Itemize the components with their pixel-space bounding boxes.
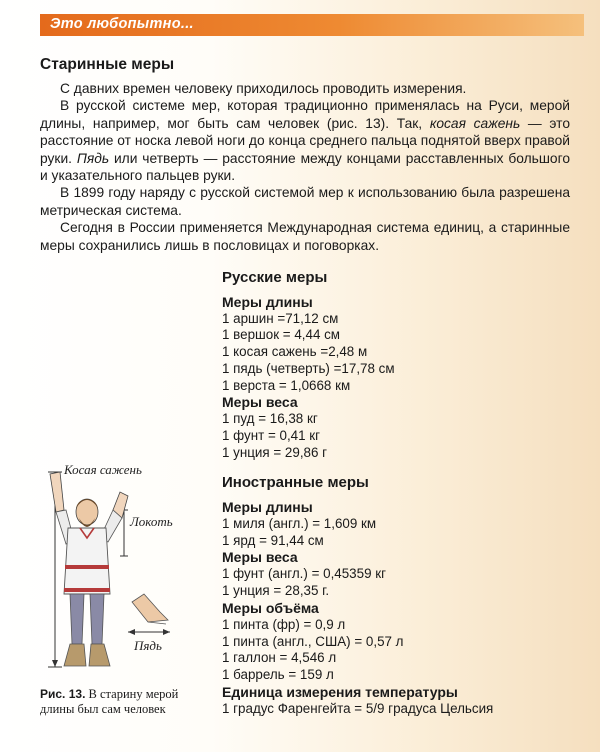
intro-paragraph-3: В 1899 году наряду с русской системой мер к использованию была разрешена метрическая система. [40,185,570,218]
foreign-volume-item: 1 пинта (англ., США) = 0,57 л [222,633,404,649]
label-pyad: Пядь [134,638,162,653]
russian-length-item: 1 верста = 1,0668 км [222,377,351,393]
figure-caption [40,687,200,717]
foreign-weight-item: 1 унция = 28,35 г. [222,583,330,599]
label-kosaya-sazhen: Косая сажень [64,462,142,477]
intro-text [40,80,570,254]
term-pyad: Пядь [76,150,110,166]
russian-length-item: 1 аршин =71,12 см [222,310,339,326]
label-lokot: Локоть [130,514,173,529]
intro-paragraph-1: С давних времен человеку приходилось проводить измерения. [60,81,467,96]
caption-text: В старину мерой длины был сам человек [40,687,179,716]
russian-weight-title: Меры веса [222,394,298,411]
foreign-length-item: 1 миля (англ.) = 1,609 км [222,516,377,532]
intro-paragraph-4: Сегодня в России применяется Международная система единиц, а старинные меры сохранились лишь в пословицах и поговорках. [40,220,570,253]
foreign-temp-title: Единица измерения температуры [222,683,458,700]
foreign-length-title: Меры длины [222,499,313,516]
russian-length-item: 1 косая сажень =2,48 м [222,344,368,360]
russian-length-title: Меры длины [222,293,313,310]
caption-number: Рис. 13. [40,687,86,701]
foreign-temp-item: 1 градус Фаренгейта = 5/9 градуса Цельсия [222,700,494,716]
section-title: Старинные меры [40,56,175,73]
russian-weight-item: 1 унция = 29,86 г [222,444,328,460]
measures-tables [222,270,582,717]
section-banner [40,14,584,36]
foreign-volume-item: 1 галлон = 4,546 л [222,650,337,666]
term-kosaya-sazhen: косая сажень [429,115,521,131]
russian-weight-item: 1 фунт = 0,41 кг [222,427,321,443]
foreign-weight-title: Меры веса [222,549,298,566]
banner-title: Это любопытно... [50,16,194,32]
foreign-length-item: 1 ярд = 91,44 см [222,532,324,548]
foreign-measures-title: Иностранные меры [222,474,369,492]
foreign-volume-item: 1 баррель = 159 л [222,666,334,682]
russian-length-item: 1 вершок = 4,44 см [222,327,341,343]
foreign-weight-item: 1 фунт (англ.) = 0,45359 кг [222,566,386,582]
russian-measures-title: Русские меры [222,269,328,286]
figure-13 [36,462,206,682]
intro-paragraph-2: В русской системе мер, которая традиционно применялась на Руси, мерой длины, например, мог быть сам человек (рис. 13). Так, косая сажень — это расстояние от носка левой ноги до конца среднего пальца поднятой вверх правой руки. Пядь или четверть — расстояние между концами расставленных большого и указательного пальцев руки. [40,98,571,184]
foreign-volume-title: Меры объёма [222,599,319,616]
man-illustration [36,462,206,682]
foreign-volume-item: 1 пинта (фр) = 0,9 л [222,616,346,632]
russian-length-item: 1 пядь (четверть) =17,78 см [222,360,395,376]
russian-weight-item: 1 пуд = 16,38 кг [222,411,318,427]
